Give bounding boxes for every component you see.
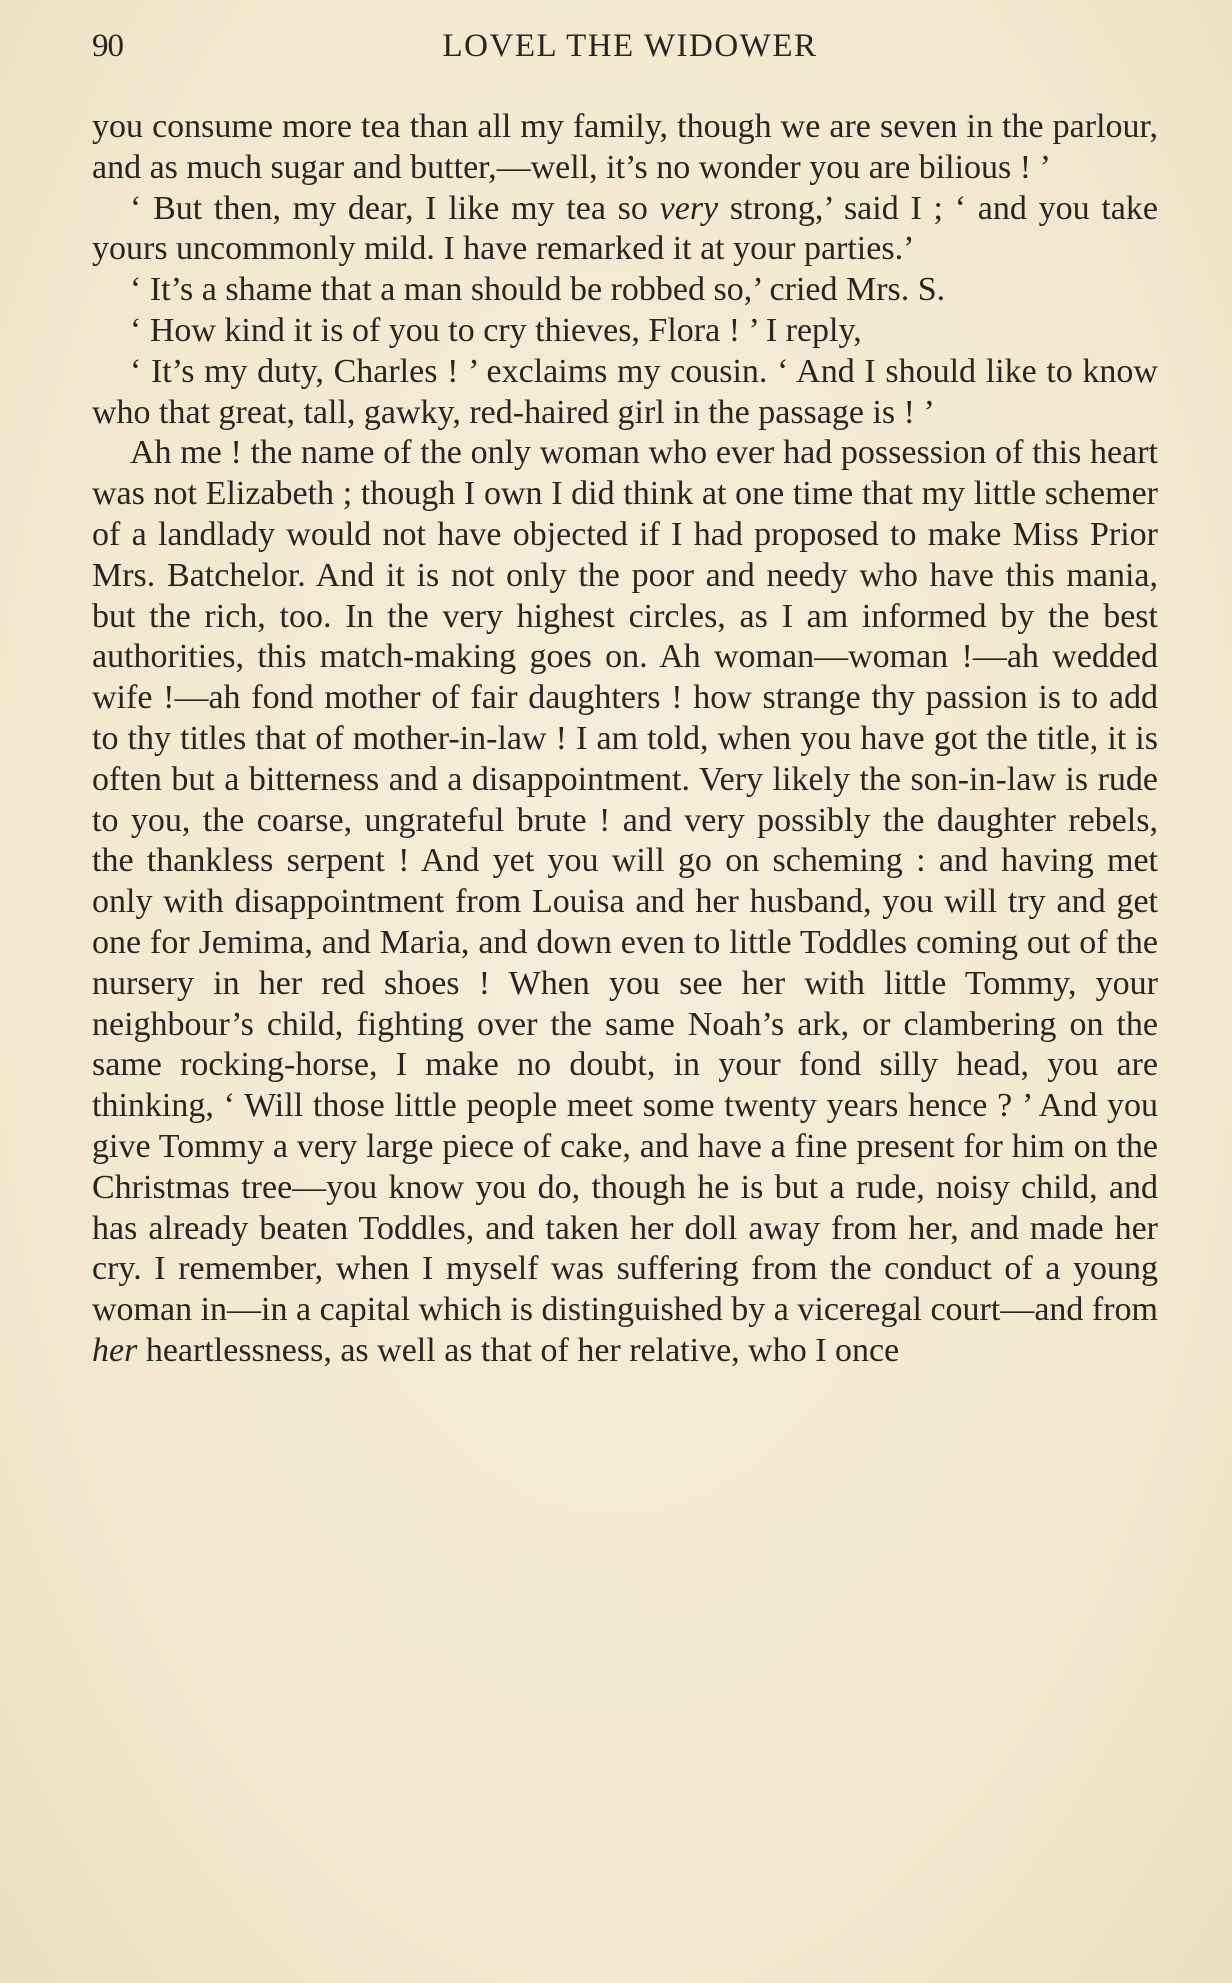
paragraph — [92, 270, 1158, 311]
running-head: LOVEL THE WIDOWER — [442, 28, 818, 64]
paragraph — [92, 311, 1158, 352]
text-run: heartlessness, as well as that of her relative, who I once — [137, 1331, 900, 1369]
text-run: ‘ It’s my duty, Charles ! ’ exclaims my cousin. ‘ And I should like to know who that great, tall, gawky, red-haired girl in the passage is ! ’ — [92, 352, 1158, 431]
body-text — [92, 107, 1158, 1372]
page-number: 90 — [92, 28, 123, 64]
text-run: ‘ How kind it is of you to cry thieves, Flora ! ’ I reply, — [130, 311, 862, 349]
text-run: ‘ It’s a shame that a man should be robbed so,’ cried Mrs. S. — [130, 271, 946, 309]
text-run: Ah me ! the name of the only woman who ever had possession of this heart was not Elizabeth ; though I own I did think at one time that my little schemer of a landlady would not have objected if I had proposed to make Miss Prior Mrs. Batchelor. And it is not only the poor and needy who have this mania, but the rich, too. In the very highest circles, as I am informed by the best authorities, this match-making goes on. Ah woman—woman !—ah wedded wife !—ah fond mother of fair daughters ! how strange thy passion is to add to thy titles that of mother-in-law ! I am told, when you have got the title, it is often but a bitterness and a disappointment. Very likely the son-in-law is rude to you, the coarse, ungrateful brute ! and very possibly the daughter rebels, the thankless serpent ! And yet you will go on scheming : and having met only with disappointment from Louisa and her husband, you will try and get one for Jemima, and Maria, and down even to little Toddles coming out of the nursery in her red shoes ! When you see her with little Tommy, your neighbour’s child, fighting over the same Noah’s ark, or clambering on the same rocking-horse, I make no doubt, in your fond silly head, you are thinking, ‘ Will those little people meet some twenty years hence ? ’ And you give Tommy a very large piece of cake, and have a fine present for him on the Christmas tree—you know you do, though he is but a rude, noisy child, and has already beaten Toddles, and taken her doll away from her, and made her cry. I remember, when I myself was suffering from the conduct of a young woman in—in a capital which is distinguished by a viceregal court—and from — [92, 434, 1159, 1329]
paragraph — [92, 352, 1158, 434]
text-run: ‘ But then, my dear, I like my tea so — [130, 189, 660, 227]
paragraph — [92, 433, 1158, 1371]
paragraph — [92, 107, 1158, 189]
italic-text: very — [659, 189, 719, 227]
text-run: you consume more tea than all my family, though we are seven in the parlour, and as much sugar and butter,—well, it’s no wonder you are bilious ! ’ — [92, 108, 1158, 186]
text-run: strong,’ said I ; ‘ and you take yours uncommonly mild. I have remarked it at your parties.’ — [92, 189, 1158, 268]
page-header — [92, 28, 1168, 78]
paragraph — [92, 189, 1158, 271]
italic-text: her — [92, 1331, 138, 1369]
